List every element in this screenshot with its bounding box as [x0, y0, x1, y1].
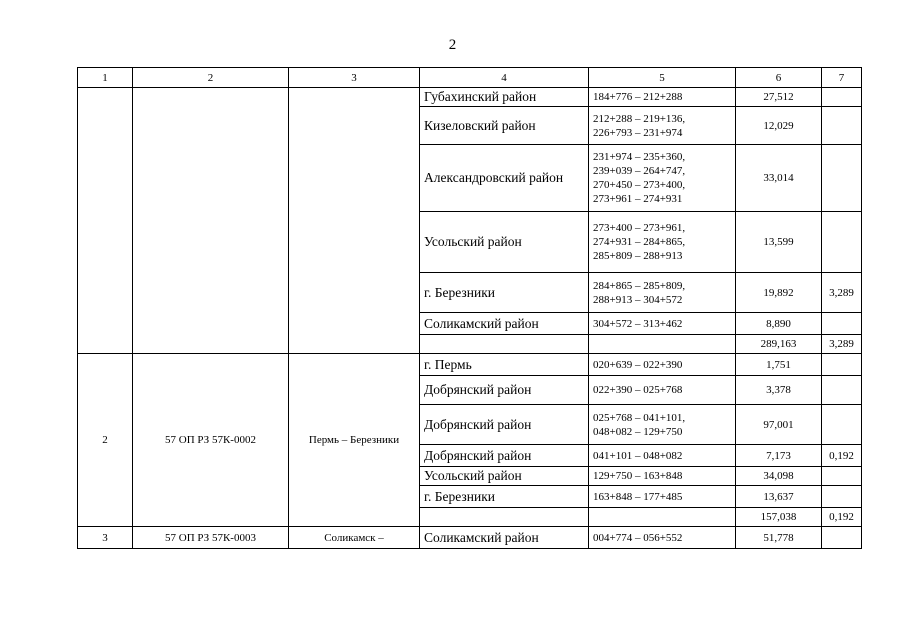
road-code-cell: 57 ОП РЗ 57К-0003 [133, 527, 289, 549]
extra-length-cell [822, 527, 862, 549]
district-cell: Добрянский район [420, 376, 589, 405]
row-number-cell [78, 88, 133, 354]
extra-length-cell [822, 212, 862, 273]
header-cell: 6 [736, 68, 822, 88]
extra-length-cell: 3,289 [822, 273, 862, 313]
km-range-line: 231+974 – 235+360, [593, 151, 686, 163]
km-range-line: 274+931 – 284+865, [593, 236, 686, 248]
extra-length-cell [822, 313, 862, 335]
header-cell: 2 [133, 68, 289, 88]
km-range-line: 212+288 – 219+136, [593, 112, 686, 125]
length-cell: 157,038 [736, 508, 822, 527]
road-code-cell: 57 ОП РЗ 57К-0002 [133, 354, 289, 527]
km-range-cell [589, 107, 736, 145]
extra-length-cell: 3,289 [822, 335, 862, 354]
km-range-cell [589, 467, 736, 486]
length-cell: 289,163 [736, 335, 822, 354]
length-cell: 33,014 [736, 145, 822, 212]
length-cell: 13,637 [736, 486, 822, 508]
district-cell: Усольский район [420, 212, 589, 273]
km-range-line: 020+639 – 022+390 [593, 358, 683, 371]
length-cell: 1,751 [736, 354, 822, 376]
km-range-line: 163+848 – 177+485 [593, 490, 683, 503]
district-cell: г. Березники [420, 486, 589, 508]
table-row [78, 354, 862, 376]
district-cell: г. Березники [420, 273, 589, 313]
district-cell: Кизеловский район [420, 107, 589, 145]
extra-length-cell: 0,192 [822, 508, 862, 527]
km-range-line: 304+572 – 313+462 [593, 317, 683, 330]
km-range-cell [589, 335, 736, 354]
km-range-cell [589, 486, 736, 508]
km-range-cell [589, 145, 736, 212]
table-row [78, 88, 862, 107]
km-range-line: 273+961 – 274+931 [593, 193, 683, 205]
row-number-cell: 2 [78, 354, 133, 527]
district-cell: Губахинский район [420, 88, 589, 107]
km-range-cell [589, 445, 736, 467]
road-name-cell: Соликамск – [289, 527, 420, 549]
length-cell: 7,173 [736, 445, 822, 467]
km-range-line: 288+913 – 304+572 [593, 293, 683, 306]
length-cell: 13,599 [736, 212, 822, 273]
km-range-line: 270+450 – 273+400, [593, 179, 686, 191]
km-range-line: 022+390 – 025+768 [593, 384, 683, 396]
km-range-line: 004+774 – 056+552 [593, 531, 683, 544]
district-cell [420, 335, 589, 354]
district-cell: Соликамский район [420, 313, 589, 335]
extra-length-cell [822, 486, 862, 508]
km-range-line: 285+809 – 288+913 [593, 250, 683, 262]
extra-length-cell [822, 145, 862, 212]
km-range-cell [589, 405, 736, 445]
length-cell: 97,001 [736, 405, 822, 445]
km-range-cell [589, 354, 736, 376]
header-row [78, 68, 862, 88]
km-range-line: 184+776 – 212+288 [593, 91, 683, 103]
district-cell: Александровский район [420, 145, 589, 212]
header-cell: 3 [289, 68, 420, 88]
district-cell: Добрянский район [420, 445, 589, 467]
table-row [78, 527, 862, 549]
km-range-line: 048+082 – 129+750 [593, 425, 683, 438]
km-range-cell [589, 376, 736, 405]
km-range-cell [589, 273, 736, 313]
header-cell: 1 [78, 68, 133, 88]
km-range-line: 129+750 – 163+848 [593, 470, 683, 482]
km-range-cell [589, 313, 736, 335]
district-cell: Соликамский район [420, 527, 589, 549]
km-range-line: 025+768 – 041+101, [593, 411, 686, 424]
km-range-cell [589, 527, 736, 549]
km-range-line: 239+039 – 264+747, [593, 165, 686, 177]
km-range-line: 041+101 – 048+082 [593, 449, 683, 462]
km-range-line: 226+793 – 231+974 [593, 126, 683, 139]
extra-length-cell [822, 354, 862, 376]
header-cell: 5 [589, 68, 736, 88]
length-cell: 19,892 [736, 273, 822, 313]
km-range-cell [589, 212, 736, 273]
extra-length-cell [822, 405, 862, 445]
road-code-cell [133, 88, 289, 354]
district-cell: г. Пермь [420, 354, 589, 376]
road-name-cell [289, 88, 420, 354]
header-cell: 7 [822, 68, 862, 88]
extra-length-cell: 0,192 [822, 445, 862, 467]
km-range-cell [589, 508, 736, 527]
length-cell: 8,890 [736, 313, 822, 335]
header-cell: 4 [420, 68, 589, 88]
length-cell: 51,778 [736, 527, 822, 549]
km-range-line: 284+865 – 285+809, [593, 279, 686, 292]
district-cell: Усольский район [420, 467, 589, 486]
extra-length-cell [822, 88, 862, 107]
district-cell [420, 508, 589, 527]
length-cell: 3,378 [736, 376, 822, 405]
km-range-cell [589, 88, 736, 107]
page-number: 2 [448, 37, 457, 53]
length-cell: 34,098 [736, 467, 822, 486]
extra-length-cell [822, 107, 862, 145]
road-name-cell: Пермь – Березники [289, 354, 420, 527]
km-range-line: 273+400 – 273+961, [593, 222, 686, 234]
row-number-cell: 3 [78, 527, 133, 549]
length-cell: 12,029 [736, 107, 822, 145]
extra-length-cell [822, 467, 862, 486]
district-cell: Добрянский район [420, 405, 589, 445]
length-cell: 27,512 [736, 88, 822, 107]
extra-length-cell [822, 376, 862, 405]
roads-table [77, 67, 862, 549]
